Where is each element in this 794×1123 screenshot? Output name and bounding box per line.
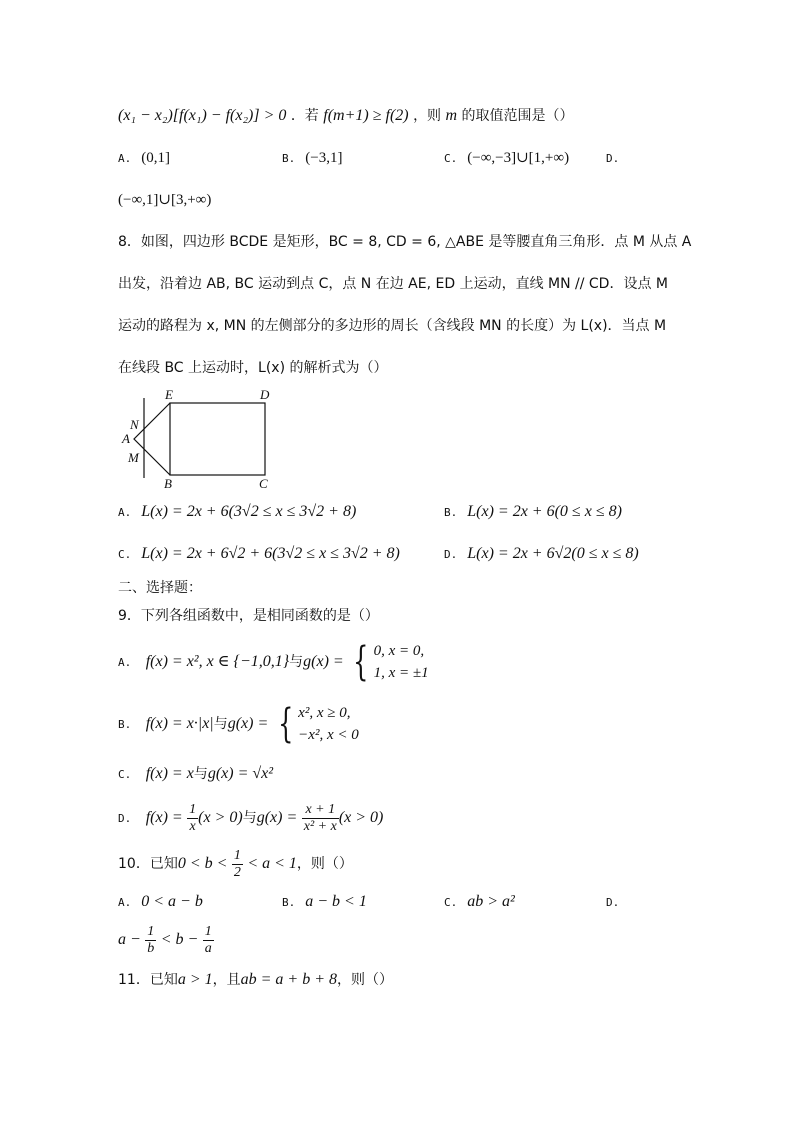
- q8-option-c[interactable]: C. L(x) = 2x + 6√2 + 6(3√2 ≤ x ≤ 3√2 + 8): [118, 545, 400, 562]
- fraction: $\frac{x + 1}{\text{x² + x}}$: [303, 801, 337, 834]
- q7-condition: (x₁ − x₂)[f(x₁) − f(x₂)] > 0: [118, 107, 287, 124]
- q10-option-d-label[interactable]: D.: [606, 896, 620, 909]
- q9-stem: 9．下列各组函数中，是相同函数的是（）: [118, 608, 379, 624]
- label-e: E: [165, 387, 173, 402]
- q9-option-b[interactable]: B. f(x) = x·|x|与g(x) = { x², x ≥ 0, −x², x < 0: [118, 701, 359, 747]
- fraction: $\frac{1}{a}$: [204, 923, 212, 956]
- fraction: $\frac{1}{b}$: [147, 923, 155, 956]
- label-b: B: [164, 476, 172, 490]
- q8-option-d[interactable]: D. L(x) = 2x + 6√2(0 ≤ x ≤ 8): [444, 545, 639, 562]
- q8-stem-line1: 8．如图，四边形 BCDE 是矩形，BC = 8, CD = 6, △ABE 是等腰直角三角形．点 M 从点 A: [118, 234, 692, 250]
- label-a: A: [122, 431, 130, 446]
- triangle-abe: [134, 403, 170, 475]
- rectangle-bcde: [170, 403, 265, 475]
- label-c: C: [259, 476, 268, 490]
- q10-option-a[interactable]: A. 0 < a − b: [118, 893, 203, 910]
- q8-stem-line4: 在线段 BC 上运动时，L(x) 的解析式为（）: [118, 360, 388, 376]
- section-heading: 二、选择题：: [118, 580, 202, 596]
- q10-option-c[interactable]: C. ab > a²: [444, 893, 515, 910]
- q9-option-a[interactable]: A. f(x) = x², x ∈ {−1,0,1}与g(x) = { 0, x = 0, 1, x = ±1: [118, 639, 429, 685]
- label-m: M: [128, 450, 139, 465]
- q7-option-a[interactable]: A. (0,1]: [118, 150, 170, 166]
- q7-option-b[interactable]: B. (−3,1]: [282, 150, 343, 166]
- q7-stem: (x₁ − x₂)[f(x₁) − f(x₂)] > 0 ．若 f(m+1) ≥ f(2) ，则 m 的取值范围是（）: [118, 107, 574, 124]
- q8-stem-line3: 运动的路程为 x, MN 的左侧部分的多边形的周长（含线段 MN 的长度）为 L(x)．当点 M: [118, 318, 667, 334]
- q8-figure: [118, 386, 278, 490]
- q10-stem: 10．已知0 < b < $\frac{1}{2}$ < a < 1，则（）: [118, 847, 353, 880]
- q9-option-d[interactable]: D. f(x) = $\frac{1}{x}$ (x > 0)与g(x) = $\frac{x + 1}{\text{x² + x}}$ (x > 0): [118, 801, 384, 834]
- q10-option-b[interactable]: B. a − b < 1: [282, 893, 367, 910]
- q8-stem-line2: 出发，沿着边 AB, BC 运动到点 C，点 N 在边 AE, ED 上运动，直线 MN // CD．设点 M: [118, 276, 668, 292]
- brace-icon: {: [277, 701, 294, 747]
- q9-option-c[interactable]: C. f(x) = x与g(x) = √x²: [118, 765, 274, 782]
- q10-option-d[interactable]: a − $\frac{1}{b}$ < b − $\frac{1}{a}$: [118, 923, 212, 956]
- q7-option-d[interactable]: (−∞,1]∪[3,+∞): [118, 192, 212, 208]
- q7-option-d-label[interactable]: D.: [606, 152, 620, 165]
- fraction: $\frac{1}{x}$: [189, 801, 197, 834]
- q7-option-c[interactable]: C. (−∞,−3]∪[1,+∞): [444, 150, 570, 166]
- fraction: $\frac{1}{2}$: [233, 847, 241, 880]
- label-n: N: [130, 417, 139, 432]
- label-d: D: [260, 387, 270, 402]
- q8-option-b[interactable]: B. L(x) = 2x + 6(0 ≤ x ≤ 8): [444, 503, 622, 520]
- q8-option-a[interactable]: A. L(x) = 2x + 6(3√2 ≤ x ≤ 3√2 + 8): [118, 503, 357, 520]
- q7-condition2: f(m+1) ≥ f(2): [323, 107, 409, 124]
- q11-stem: 11．已知a > 1，且ab = a + b + 8，则（）: [118, 971, 394, 988]
- brace-icon: {: [353, 639, 369, 685]
